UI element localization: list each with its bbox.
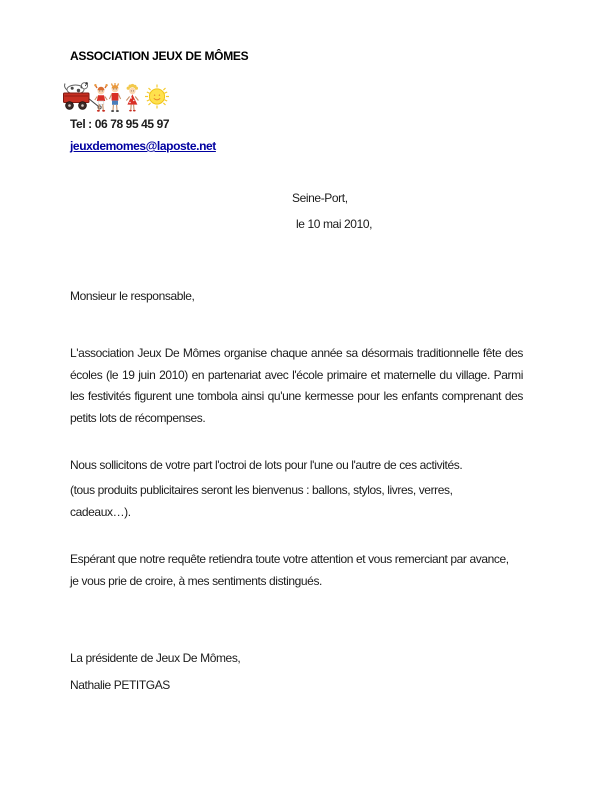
phone-line: Tel : 06 78 95 45 97	[70, 117, 170, 131]
dateline-date: le 10 mai 2010,	[296, 217, 373, 231]
paragraph-line: petits lots de récompenses.	[70, 410, 206, 425]
girl-polka-dot-dress-icon	[126, 84, 138, 112]
paragraph-line: écoles (le 19 juin 2010) en partenariat avec l'école primaire et maternelle du village. Parmi	[70, 367, 523, 382]
paragraph-line: Espérant que notre requête retiendra toute votre attention et vous remerciant par avance,	[70, 552, 509, 566]
paragraph-line: L'association Jeux De Mômes organise chaque année sa désormais traditionnelle fête des	[70, 346, 523, 360]
body-paragraph-3	[70, 480, 523, 523]
email-link[interactable]: jeuxdemomes@laposte.net	[70, 139, 216, 153]
body-paragraph-1	[70, 343, 523, 429]
sun-icon	[145, 85, 169, 109]
body-paragraph-4	[70, 549, 523, 592]
body-paragraph-2: Nous sollicitons de votre part l'octroi de lots pour l'une ou l'autre de ces activités.	[70, 458, 463, 472]
paragraph-line: je vous prie de croire, à mes sentiments distingués.	[70, 573, 322, 588]
paragraph-line: cadeaux…).	[70, 504, 131, 519]
signature-role: La présidente de Jeux De Mômes,	[70, 651, 241, 665]
salutation: Monsieur le responsable,	[70, 289, 195, 303]
org-name: ASSOCIATION JEUX DE MÔMES	[70, 49, 249, 63]
boy-red-shirt-icon	[109, 83, 120, 112]
paragraph-line: les festivités figurent une tombola ainsi qu'une kermesse pour les enfants comprenant des	[70, 389, 523, 403]
dateline-place: Seine-Port,	[292, 191, 348, 205]
paragraph-line: (tous produits publicitaires seront les bienvenus : ballons, stylos, livres, verres,	[70, 483, 453, 497]
signature-name: Nathalie PETITGAS	[70, 678, 170, 692]
header-clipart	[62, 80, 170, 114]
